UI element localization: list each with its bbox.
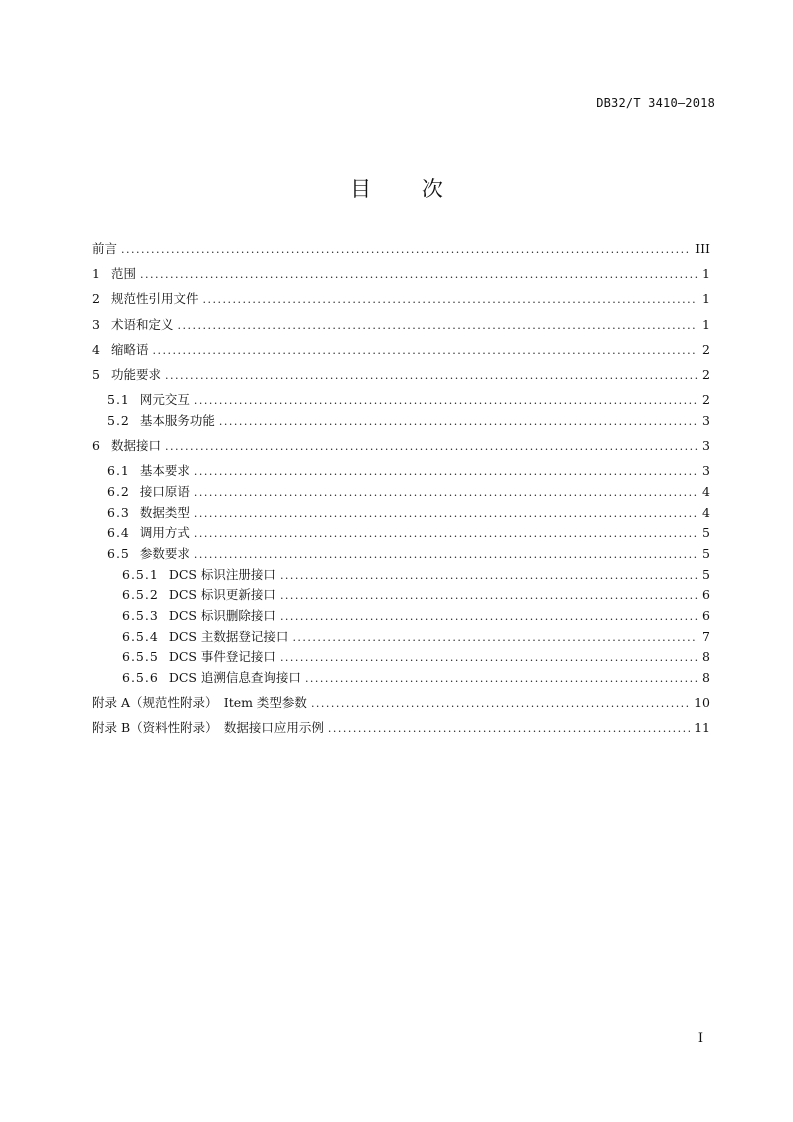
toc-entry-label: DCS 标识删除接口 <box>168 608 276 623</box>
toc-entry-label: 附录 B（资料性附录） 数据接口应用示例 <box>92 720 324 736</box>
toc-entry-basic-requirements[interactable] <box>92 461 710 482</box>
dot-leader <box>165 366 698 387</box>
toc-entry-label: 功能要求 <box>110 366 161 382</box>
toc-entry-page: 6 <box>702 587 710 603</box>
toc-entry-dcs-event-registration[interactable] <box>92 647 710 668</box>
dot-leader <box>280 566 698 587</box>
toc-entry-label: 接口原语 <box>139 483 190 499</box>
toc-entry-number: 6.5.1 <box>122 566 159 582</box>
toc-entry-network-element-interaction[interactable] <box>92 390 710 411</box>
dot-leader <box>140 265 698 286</box>
toc-entry-parameter-requirements[interactable] <box>92 544 710 565</box>
toc-entry-calling-methods[interactable] <box>92 523 710 544</box>
toc-entry-number: 6.5.3 <box>122 608 159 623</box>
toc-entry-page: 3 <box>702 438 710 453</box>
dot-leader <box>194 545 698 566</box>
toc-entry-page: 2 <box>702 366 710 382</box>
dot-leader <box>165 437 698 458</box>
toc-entry-number: 5.2 <box>107 412 130 428</box>
toc-entry-page: 8 <box>702 649 710 665</box>
toc-entry-page: 5 <box>702 566 710 582</box>
toc-entry-label: 基本要求 <box>139 463 190 479</box>
toc-entry-number: 6 <box>92 438 101 453</box>
toc-entry-normative-references[interactable] <box>92 289 710 310</box>
toc-entry-page: 8 <box>702 670 710 686</box>
toc-entry-page: 10 <box>694 695 710 711</box>
toc-entry-number: 6.5 <box>107 545 130 561</box>
toc-entry-page: 5 <box>702 525 710 541</box>
toc-entry-number: 2 <box>92 291 101 307</box>
toc-entry-number: 4 <box>92 341 101 357</box>
toc-entry-dcs-trace-query[interactable] <box>92 668 710 689</box>
toc-entry-dcs-id-deletion[interactable] <box>92 606 710 627</box>
toc-entry-dcs-id-update[interactable] <box>92 585 710 606</box>
toc-entry-scope[interactable] <box>92 264 710 285</box>
toc-entry-number: 6.4 <box>107 525 130 541</box>
toc-entry-number: 6.1 <box>107 463 130 479</box>
toc-entry-number: 6.2 <box>107 483 130 499</box>
page-title: 目 次 <box>350 177 465 201</box>
dot-leader <box>280 607 698 628</box>
toc-entry-page: 4 <box>702 504 710 520</box>
toc-entry-label: 术语和定义 <box>110 316 174 332</box>
toc-entry-data-types[interactable] <box>92 503 710 524</box>
toc-entry-label: 参数要求 <box>139 545 190 561</box>
dot-leader <box>194 462 698 483</box>
toc-entry-appendix-a[interactable] <box>92 693 710 714</box>
toc-entry-label: 数据接口 <box>110 438 161 453</box>
toc-entry-page: 2 <box>702 392 710 408</box>
document-code: DB32/T 3410—2018 <box>596 96 715 110</box>
toc-entry-number: 6.5.5 <box>122 649 159 665</box>
table-of-contents <box>92 239 710 739</box>
toc-entry-terms-definitions[interactable] <box>92 315 710 336</box>
toc-entry-label: 规范性引用文件 <box>110 291 199 307</box>
toc-entry-label: 前言 <box>92 241 118 256</box>
toc-entry-dcs-id-registration[interactable] <box>92 565 710 586</box>
toc-entry-label: 网元交互 <box>139 392 190 408</box>
toc-entry-label: DCS 标识注册接口 <box>168 566 276 582</box>
toc-entry-number: 3 <box>92 316 101 332</box>
toc-entry-functional-requirements[interactable] <box>92 365 710 386</box>
toc-entry-page: 4 <box>702 483 710 499</box>
toc-entry-number: 6.5.6 <box>122 670 159 686</box>
toc-entry-label: 缩略语 <box>110 341 149 357</box>
toc-entry-page: 1 <box>702 291 710 307</box>
toc-entry-page: 3 <box>702 463 710 479</box>
dot-leader <box>280 586 698 607</box>
toc-entry-number: 1 <box>92 266 101 282</box>
dot-leader <box>194 524 698 545</box>
toc-entry-label: 基本服务功能 <box>139 412 215 428</box>
toc-entry-page: 3 <box>702 412 710 428</box>
toc-entry-label: DCS 标识更新接口 <box>168 587 276 603</box>
toc-entry-label: DCS 追溯信息查询接口 <box>168 670 301 686</box>
toc-entry-label: 数据类型 <box>139 504 190 520</box>
toc-entry-number: 5 <box>92 366 101 382</box>
dot-leader <box>202 290 698 311</box>
toc-entry-page: 1 <box>702 266 710 282</box>
dot-leader <box>311 694 690 715</box>
page-number: I <box>697 1031 703 1046</box>
toc-entry-abbreviations[interactable] <box>92 340 710 361</box>
dot-leader <box>280 648 698 669</box>
toc-entry-dcs-master-data-registration[interactable] <box>92 627 710 648</box>
toc-entry-label: 附录 A（规范性附录） Item 类型参数 <box>92 695 307 711</box>
dot-leader <box>177 316 698 337</box>
toc-entry-number: 6.5.4 <box>122 628 159 644</box>
toc-entry-number: 6.3 <box>107 504 130 520</box>
dot-leader <box>194 504 698 525</box>
dot-leader <box>328 719 690 740</box>
toc-entry-foreword[interactable] <box>92 239 710 260</box>
toc-entry-page: 1 <box>702 316 710 332</box>
toc-entry-appendix-b[interactable] <box>92 718 710 739</box>
toc-entry-page: 6 <box>702 608 710 623</box>
dot-leader <box>121 240 691 261</box>
toc-entry-number: 5.1 <box>107 392 130 408</box>
toc-entry-interface-primitives[interactable] <box>92 482 710 503</box>
dot-leader <box>305 669 698 690</box>
toc-entry-label: 调用方式 <box>139 525 190 541</box>
dot-leader <box>219 412 698 433</box>
toc-entry-page: 5 <box>702 545 710 561</box>
toc-entry-basic-service-functions[interactable] <box>92 411 710 432</box>
toc-entry-page: 7 <box>702 628 710 644</box>
toc-entry-label: 范围 <box>110 266 136 282</box>
toc-entry-label: DCS 事件登记接口 <box>168 649 276 665</box>
toc-entry-page: III <box>695 241 710 256</box>
toc-entry-number: 6.5.2 <box>122 587 159 603</box>
dot-leader <box>194 391 698 412</box>
dot-leader <box>292 628 698 649</box>
toc-entry-page: 2 <box>702 341 710 357</box>
toc-entry-label: DCS 主数据登记接口 <box>168 628 289 644</box>
dot-leader <box>152 341 698 362</box>
toc-entry-page: 11 <box>694 720 710 736</box>
toc-entry-data-interface[interactable] <box>92 436 710 457</box>
dot-leader <box>194 483 698 504</box>
